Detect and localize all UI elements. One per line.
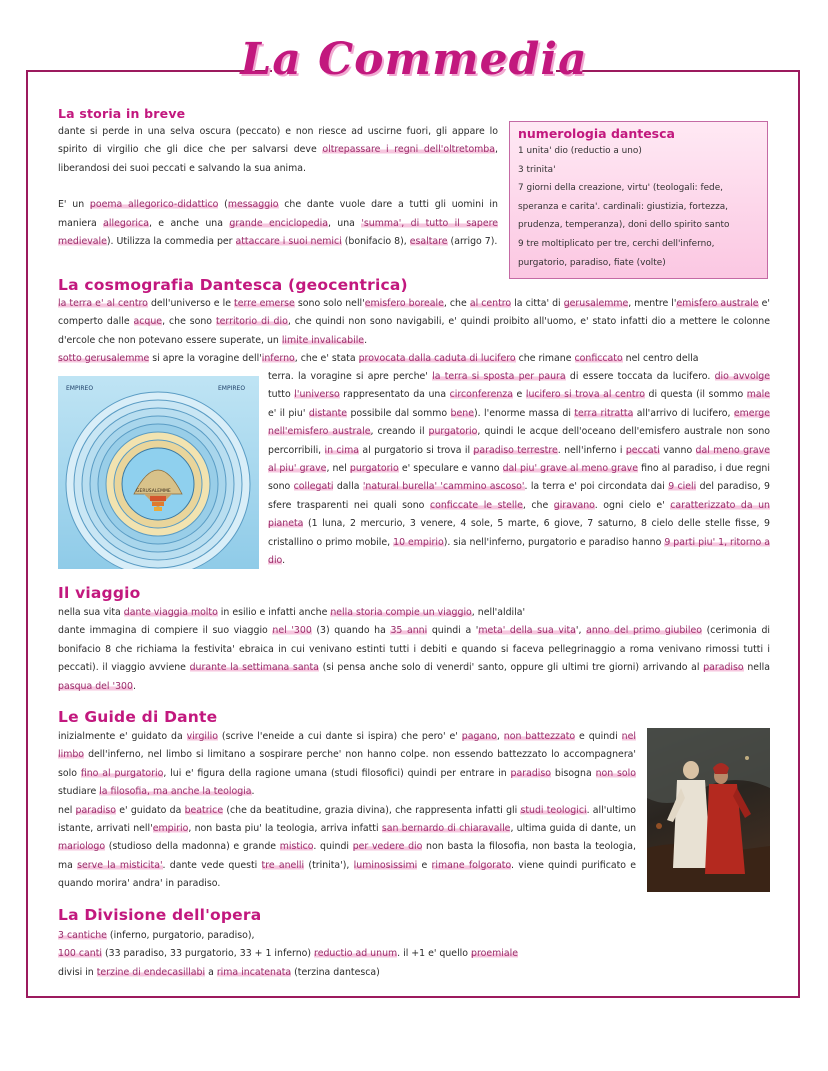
text-segment: . viene quindi purificato e quando morira' andra' in paradiso. xyxy=(58,859,637,890)
heading-divisione: La Divisione dell'opera xyxy=(58,906,262,924)
numerologia-box xyxy=(509,121,768,279)
text-segment: rappresentato da una xyxy=(339,389,450,401)
highlighted-text: distante xyxy=(308,407,348,419)
text-segment: , che xyxy=(522,499,554,511)
highlighted-text: dal piu' grave al meno grave xyxy=(502,463,638,475)
highlighted-text: pasqua del '300 xyxy=(58,680,133,692)
text-segment: ). Utilizza la commedia per xyxy=(106,236,236,248)
highlighted-text: non solo xyxy=(595,767,636,779)
highlighted-text: lucifero si trova al centro xyxy=(525,389,645,401)
text-segment: (arrigo 7). xyxy=(447,236,498,248)
painting-svg xyxy=(647,728,770,892)
highlighted-text: non battezzato xyxy=(503,731,576,742)
highlighted-text: 35 anni xyxy=(390,625,428,637)
diagram-label-right: EMPIREO xyxy=(218,385,246,392)
highlighted-text: collegati xyxy=(293,481,334,493)
highlighted-text: circonferenza xyxy=(449,389,513,401)
viaggio-text xyxy=(58,604,770,696)
text-segment: , ultima guida di dante, un xyxy=(510,823,637,835)
highlighted-text: purgatorio xyxy=(428,426,478,438)
text-segment: nella sua vita xyxy=(58,607,124,618)
highlighted-text: pagano xyxy=(461,731,497,742)
heading-guide: Le Guide di Dante xyxy=(58,708,218,726)
highlighted-text: la terra e' al centro xyxy=(58,298,148,309)
diagram-label-left: EMPIREO xyxy=(66,385,94,392)
highlighted-text: luminosissimi xyxy=(353,859,418,871)
text-segment: all'arrivo di lucifero, xyxy=(633,407,734,419)
highlighted-text: 9 parti piu' 1, ritorno a dio xyxy=(268,536,771,567)
text-segment: e' speculare e vanno xyxy=(398,463,503,475)
cosmografia-paragraph-2a xyxy=(58,350,770,368)
highlighted-text: anno del primo giubileo xyxy=(586,625,703,637)
highlighted-text: limite invalicabile xyxy=(281,334,365,346)
text-segment: fino al paradiso, i due regni sono xyxy=(268,463,770,493)
highlighted-text: bene xyxy=(450,407,474,419)
highlighted-text: nella storia compie un viaggio xyxy=(330,607,472,618)
highlighted-text: dio avvolge xyxy=(714,371,771,382)
text-segment: . all'ultimo istante, arrivati nell' xyxy=(58,804,637,835)
highlighted-text: poema allegorico-didattico xyxy=(89,199,219,211)
highlighted-text: 100 canti xyxy=(58,948,102,960)
highlighted-text: paradiso xyxy=(703,662,744,674)
text-segment: non basta la filosofia, non basta la teologia, ma xyxy=(58,841,637,871)
text-segment: . xyxy=(132,680,136,692)
highlighted-text: gerusalemme xyxy=(563,298,629,309)
text-segment: nel centro della xyxy=(622,353,699,365)
diagram-label-center: GERUSALEMME xyxy=(136,489,171,494)
highlighted-text: acque xyxy=(133,316,163,328)
viaggio-paragraph-2 xyxy=(58,622,770,696)
text-segment: . dante vede questi xyxy=(162,859,262,871)
highlighted-text: per vedere dio xyxy=(352,841,423,853)
text-segment: , liberandosi dei suoi peccati e salvando la sua anima. xyxy=(58,144,498,174)
highlighted-text: oltrepassare i regni dell'oltretomba xyxy=(322,144,496,156)
text-segment: la citta' di xyxy=(511,298,564,309)
cosmografia-text-side xyxy=(268,368,770,570)
highlighted-text: inferno xyxy=(261,353,295,365)
highlighted-text: empirio xyxy=(152,823,189,835)
highlighted-text: l'universo xyxy=(294,389,340,401)
highlighted-text: durante la settimana santa xyxy=(189,662,319,674)
guide-paragraph-2 xyxy=(58,802,636,894)
divisione-text xyxy=(58,927,770,982)
text-segment: . nell'inferno i xyxy=(557,444,626,456)
text-segment: e' il piu' xyxy=(268,407,309,419)
text-segment: , mentre l' xyxy=(628,298,677,309)
page-title: La Commedia xyxy=(240,34,588,85)
text-segment: dell'universo e le xyxy=(147,298,235,309)
highlighted-text: studi teologici xyxy=(520,804,587,816)
text-segment: , e anche una xyxy=(148,217,230,229)
text-segment: . xyxy=(364,334,368,346)
highlighted-text: nel limbo xyxy=(58,731,636,761)
text-segment: (scrive l'eneide a cui dante si ispira) che pero' e' xyxy=(217,731,462,742)
viaggio-paragraph-1 xyxy=(58,604,770,622)
numerologia-line: 7 giorni della creazione, virtu' (teologali: fede, speranza e carita'. cardinali: giustizia, fortezza, prudenza, temperanza), doni dello spirito santo xyxy=(518,183,730,231)
text-segment: dante si perde in una selva oscura (peccato) e non riesce ad uscirne fuori, gli appare lo spirito di virgilio che gli dice che per salvarsi deve xyxy=(58,126,498,156)
text-segment: (trinita'), xyxy=(304,859,354,871)
text-segment: si apre la voragine dell' xyxy=(149,353,262,365)
text-segment: ( xyxy=(218,199,228,211)
highlighted-text: 10 empirio xyxy=(393,536,444,548)
highlighted-text: tre anelli xyxy=(261,859,305,871)
highlighted-text: conficcato xyxy=(574,353,623,365)
highlighted-text: terzine di endecasillabi xyxy=(96,966,206,978)
text-segment: inizialmente e' guidato da xyxy=(58,731,187,742)
text-segment: (inferno, purgatorio, paradiso), xyxy=(106,930,255,941)
guide-paragraph-1 xyxy=(58,728,636,802)
highlighted-text: paradiso xyxy=(510,767,552,779)
highlighted-text: meta' della sua vita xyxy=(478,625,576,637)
text-segment: al purgatorio si trova il xyxy=(359,444,474,456)
highlighted-text: 3 cantiche xyxy=(58,930,107,941)
highlighted-text: purgatorio xyxy=(349,463,399,475)
storia-paragraph-2 xyxy=(58,196,498,251)
highlighted-text: paradiso xyxy=(75,804,117,816)
highlighted-text: beatrice xyxy=(184,804,224,816)
highlighted-text: peccati xyxy=(625,444,660,456)
text-segment: , xyxy=(496,731,504,742)
text-segment: (si pensa anche solo di venerdi' santo, oppure gli ultimi tre giorni) arrivando al xyxy=(318,662,704,674)
highlighted-text: esaltare xyxy=(409,236,448,248)
guide-text xyxy=(58,728,636,894)
text-segment: (che da beatitudine, grazia divina), che rappresenta infatti gli xyxy=(223,804,521,816)
highlighted-text: giravano xyxy=(553,499,595,511)
numerologia-heading: numerologia dantesca xyxy=(518,126,675,141)
text-segment: in esilio e infatti anche xyxy=(217,607,331,618)
cosmography-diagram xyxy=(58,376,259,569)
cosmografia-paragraph-1 xyxy=(58,295,770,350)
text-segment: nella xyxy=(743,662,770,674)
highlighted-text: nel '300 xyxy=(272,625,312,637)
text-segment: . la terra e' poi circondata dai xyxy=(524,481,669,493)
text-segment: , una xyxy=(327,217,362,229)
text-segment: tutto xyxy=(268,389,295,401)
text-segment: nel xyxy=(58,804,76,816)
highlighted-text: allegorica xyxy=(103,217,149,229)
highlighted-text: san bernardo di chiaravalle xyxy=(381,823,511,835)
divisione-line-2 xyxy=(58,945,770,963)
text-segment: . xyxy=(251,786,255,798)
highlighted-text: 9 cieli xyxy=(668,481,697,493)
text-segment: , lui e' figura della ragione umana (studi filosofici) quindi per entrare in xyxy=(163,767,511,779)
highlighted-text: serve la misticita' xyxy=(77,859,163,871)
text-segment: e xyxy=(512,389,526,401)
dante-virgilio-painting xyxy=(647,728,770,892)
text-segment: di essere toccata da lucifero. xyxy=(565,371,715,382)
highlighted-text: mistico xyxy=(279,841,314,853)
text-segment: e' guidato da xyxy=(116,804,185,816)
text-segment: , nel xyxy=(326,463,350,475)
text-segment: , che xyxy=(443,298,470,309)
text-segment: (bonifacio 8), xyxy=(341,236,410,248)
text-segment: vanno xyxy=(659,444,696,456)
text-segment: ). l'enorme massa di xyxy=(473,407,575,419)
highlighted-text: virgilio xyxy=(186,731,218,742)
text-segment: (1 luna, 2 mercurio, 3 venere, 4 sole, 5 marte, 6 giove, 7 saturno, 8 cielo delle stelle fisse, 9 cristallino o primo mobile, xyxy=(268,518,770,548)
highlighted-text: rimane folgorato xyxy=(431,859,512,871)
highlighted-text: terra ritratta xyxy=(574,407,634,419)
highlighted-text: fino al purgatorio xyxy=(80,767,164,779)
text-segment: . quindi xyxy=(313,841,353,853)
highlighted-text: male xyxy=(746,389,770,401)
text-segment: di questa (il sommo xyxy=(644,389,747,401)
text-segment: a xyxy=(205,966,217,978)
text-segment: , non basta piu' la teologia, arriva infatti xyxy=(188,823,382,835)
text-segment: , che quindi non sono navigabili, e' quindi proibito all'uomo, e' stato infatti dio a mettere le colonne d'ercole che non potevano essere superate, un xyxy=(58,316,770,346)
highlighted-text: rima incatenata xyxy=(216,966,292,978)
text-segment: sono solo nell' xyxy=(294,298,365,309)
cosmography-svg xyxy=(58,376,259,569)
highlighted-text: attaccare i suoi nemici xyxy=(235,236,342,248)
text-segment: divisi in xyxy=(58,966,97,978)
highlighted-text: dante viaggia molto xyxy=(123,607,218,618)
text-segment: quindi a ' xyxy=(427,625,479,637)
text-segment: , nell'aldila' xyxy=(471,607,526,618)
highlighted-text: terre emerse xyxy=(234,298,295,309)
text-segment: che dante vuole dare a tutti gli uomini in maniera xyxy=(58,199,498,229)
cosmografia-text-full xyxy=(58,295,770,369)
text-segment: (cerimonia di bonifacio 8 che richiama la festivita' ebraica in cui venivano estinti tutti i debiti e quando si faceva pellegrinaggio a roma venivano rimossi tutti i peccati). il viaggio avviene xyxy=(58,625,770,674)
numerologia-line: 9 tre moltiplicato per tre, cerchi dell'inferno, purgatorio, paradiso, fiate (volte) xyxy=(518,238,715,268)
highlighted-text: conficcate le stelle xyxy=(429,499,523,511)
highlighted-text: la terra si sposta per paura xyxy=(432,371,566,382)
highlighted-text: provocata dalla caduta di lucifero xyxy=(358,353,516,365)
numerologia-line: 1 unita' dio (reductio a uno) xyxy=(518,146,642,156)
highlighted-text: territorio di dio xyxy=(215,316,288,328)
text-segment: che rimane xyxy=(515,353,575,365)
text-segment: e xyxy=(417,859,432,871)
text-segment: . ogni cielo e' xyxy=(594,499,671,511)
storia-text xyxy=(58,123,498,251)
storia-paragraph-1 xyxy=(58,123,498,178)
text-segment: (33 paradiso, 33 purgatorio, 33 + 1 inferno) xyxy=(102,948,315,960)
text-segment: , creando il xyxy=(370,426,429,438)
highlighted-text: emerge nell'emisfero australe xyxy=(268,407,770,438)
highlighted-text: proemiale xyxy=(471,948,518,960)
text-segment: E' un xyxy=(58,199,90,211)
text-segment: e quindi xyxy=(575,731,622,742)
highlighted-text: emisfero australe xyxy=(676,298,759,309)
text-segment: , quindi le acque dell'oceano dell'emisfero australe non sono percorribili, xyxy=(268,426,770,456)
heading-cosmografia: La cosmografia Dantesca (geocentrica) xyxy=(58,276,408,294)
highlighted-text: dal meno grave al piu' grave xyxy=(268,444,770,475)
divisione-line-1 xyxy=(58,927,770,945)
text-segment: , che e' stata xyxy=(294,353,359,365)
text-segment: dell'inferno, nel limbo si limitano a sospirare perche' non hanno colpe. non essendo battezzato lo accompagnera' solo xyxy=(58,749,636,779)
text-segment: e' comperto dalle xyxy=(58,298,770,328)
text-segment: . xyxy=(282,555,286,567)
text-segment: , che sono xyxy=(162,316,216,328)
text-segment: (3) quando ha xyxy=(311,625,391,637)
highlighted-text: reductio ad unum xyxy=(314,948,398,960)
highlighted-text: mariologo xyxy=(58,841,106,853)
cosmografia-paragraph-2b xyxy=(268,368,770,570)
text-segment: possibile dal sommo xyxy=(347,407,451,419)
divisione-line-3 xyxy=(58,964,770,982)
text-segment: bisogna xyxy=(551,767,596,779)
highlighted-text: messaggio xyxy=(227,199,279,211)
highlighted-text: al centro xyxy=(469,298,512,309)
heading-viaggio: Il viaggio xyxy=(58,584,141,602)
text-segment: (terzina dantesca) xyxy=(291,966,380,978)
text-segment: terra. la voragine si apre perche' xyxy=(268,371,433,382)
highlighted-text: 'natural burella' 'cammino ascoso' xyxy=(362,481,525,493)
text-segment: dalla xyxy=(333,481,363,493)
highlighted-text: emisfero boreale xyxy=(364,298,444,309)
highlighted-text: sotto gerusalemme xyxy=(58,353,150,365)
text-segment: . il +1 e' quello xyxy=(397,948,472,960)
text-segment: dante immagina di compiere il suo viaggio xyxy=(58,625,273,637)
highlighted-text: 'summa', di tutto il sapere medievale xyxy=(58,217,498,248)
highlighted-text: paradiso terrestre xyxy=(473,444,558,456)
highlighted-text: la filosofia, ma anche la teologia xyxy=(99,786,252,798)
highlighted-text: caratterizzato da un pianeta xyxy=(268,499,770,530)
text-segment: studiare xyxy=(58,786,100,798)
text-segment: ). sia nell'inferno, purgatorio e paradiso hanno xyxy=(443,536,665,548)
text-segment: del paradiso, 9 sfere trasparenti nei quali sono xyxy=(268,481,771,511)
numerologia-line: 3 trinita' xyxy=(518,164,556,175)
highlighted-text: grande enciclopedia xyxy=(229,217,328,229)
highlighted-text: in cima xyxy=(324,444,360,456)
text-segment: (studioso della madonna) e grande xyxy=(105,841,280,853)
heading-storia: La storia in breve xyxy=(58,106,186,121)
text-segment: ', xyxy=(575,625,587,637)
